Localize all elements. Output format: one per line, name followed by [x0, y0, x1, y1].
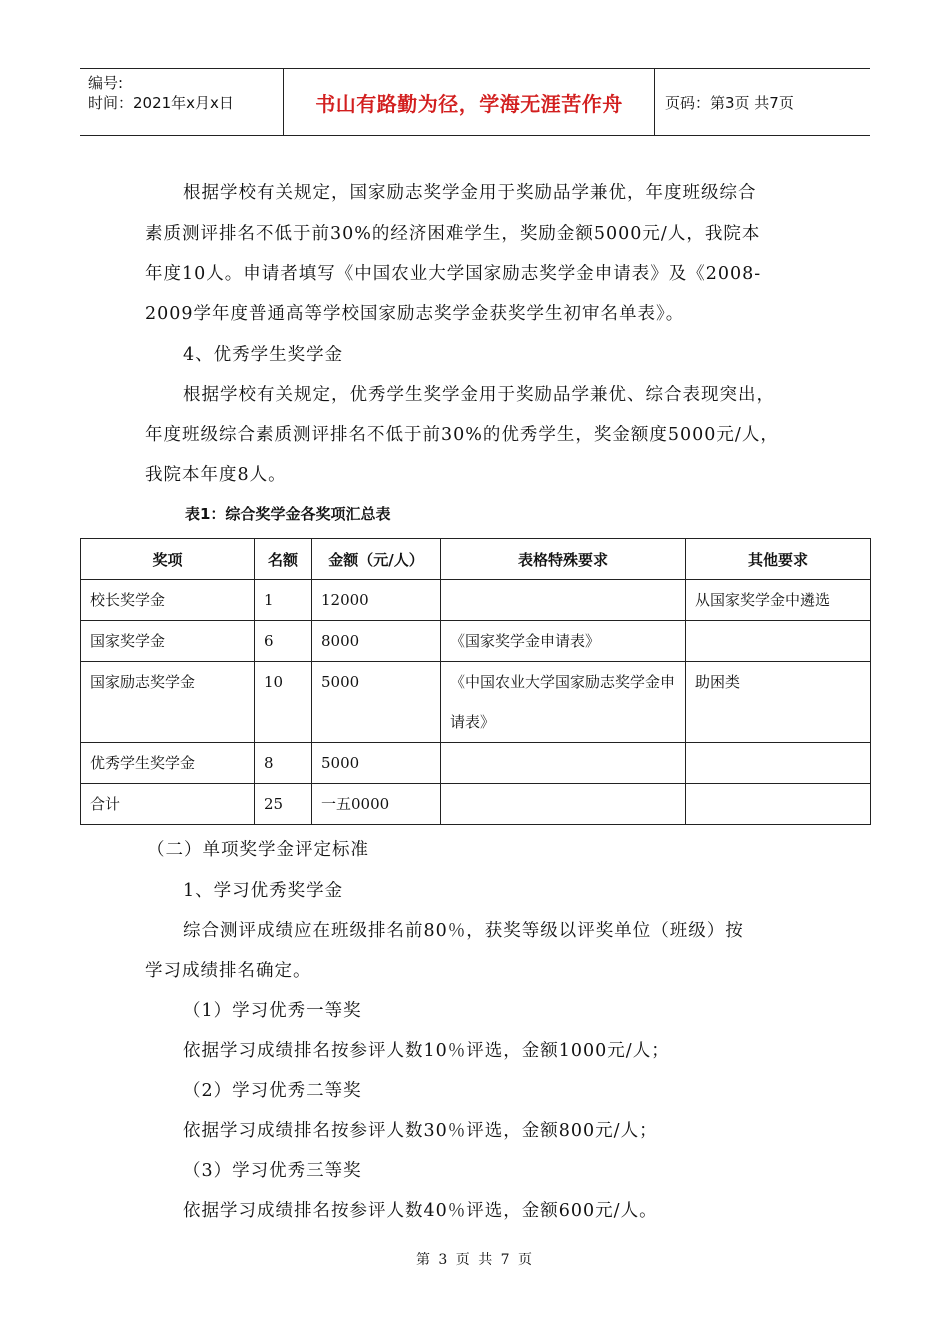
- table-cell: 校长奖学金: [81, 580, 255, 621]
- column-header: 金额（元/人）: [312, 539, 441, 580]
- table-cell: 5000: [312, 743, 441, 784]
- paragraph-line: 综合测评成绩应在班级排名前80％，获奖等级以评奖单位（班级）按: [183, 921, 744, 941]
- table-cell: 25: [255, 784, 312, 825]
- table-cell: [441, 743, 686, 784]
- table-cell: 国家奖学金: [81, 621, 255, 662]
- table-row: [81, 662, 871, 743]
- paragraph-line: 根据学校有关规定，国家励志奖学金用于奖励品学兼优，年度班级综合: [183, 183, 757, 203]
- table-row: [81, 621, 871, 662]
- awards-table: [80, 538, 871, 825]
- table-cell: 10: [255, 662, 312, 743]
- paragraph-line: 年度班级综合素质测评排名不低于前30%的优秀学生，奖金额度5000元/人，: [145, 425, 779, 445]
- table-caption: 表1：综合奖学金各奖项汇总表: [185, 505, 391, 523]
- paragraph-line: 2009学年度普通高等学校国家励志奖学金获奖学生初审名单表》。: [145, 304, 685, 324]
- table-cell: [686, 784, 871, 825]
- column-header: 名额: [255, 539, 312, 580]
- table-cell: 8000: [312, 621, 441, 662]
- table-cell: 助困类: [686, 662, 871, 743]
- section-heading: （二）单项奖学金评定标准: [147, 840, 369, 860]
- header-motto: 书山有路勤为径，学海无涯苦作舟: [315, 91, 623, 116]
- table-cell: 5000: [312, 662, 441, 743]
- item-heading: （1）学习优秀一等奖: [183, 1001, 362, 1021]
- date-label: 时间：2021年x月x日: [88, 94, 234, 112]
- table-row: [81, 580, 871, 621]
- table-cell: 《国家奖学金申请表》: [441, 621, 686, 662]
- column-header: 表格特殊要求: [441, 539, 686, 580]
- table-cell: 8: [255, 743, 312, 784]
- column-header: 奖项: [81, 539, 255, 580]
- table-row: [81, 784, 871, 825]
- paragraph-line: 依据学习成绩排名按参评人数40％评选，金额600元/人。: [183, 1201, 658, 1221]
- paragraph-line: 我院本年度8人。: [145, 465, 287, 485]
- page-header: [80, 68, 870, 136]
- table-cell: 优秀学生奖学金: [81, 743, 255, 784]
- section-heading: 4、优秀学生奖学金: [183, 345, 344, 365]
- column-header: 其他要求: [686, 539, 871, 580]
- table-cell: 国家励志奖学金: [81, 662, 255, 743]
- paragraph-line: 素质测评排名不低于前30%的经济困难学生，奖励金额5000元/人，我院本: [145, 224, 761, 244]
- table-cell: 合计: [81, 784, 255, 825]
- table-cell: [686, 743, 871, 784]
- table-cell: [441, 580, 686, 621]
- subsection-heading: 1、学习优秀奖学金: [183, 881, 344, 901]
- table-cell: [441, 784, 686, 825]
- code-label: 编号:: [88, 74, 124, 92]
- paragraph-line: 学习成绩排名确定。: [145, 961, 312, 981]
- paragraph-line: 依据学习成绩排名按参评人数30％评选，金额800元/人；: [183, 1121, 658, 1141]
- header-motto-cell: [283, 69, 655, 135]
- item-heading: （2）学习优秀二等奖: [183, 1081, 362, 1101]
- item-heading: （3）学习优秀三等奖: [183, 1161, 362, 1181]
- paragraph-line: 根据学校有关规定，优秀学生奖学金用于奖励品学兼优、综合表现突出，: [183, 385, 775, 405]
- table-row: [81, 743, 871, 784]
- table-header-row: [81, 539, 871, 580]
- page-footer: 第 3 页 共 7 页: [415, 1252, 535, 1268]
- paragraph-line: 依据学习成绩排名按参评人数10％评选，金额1000元/人；: [183, 1041, 670, 1061]
- table-cell: 12000: [312, 580, 441, 621]
- paragraph-line: 年度10人。申请者填写《中国农业大学国家励志奖学金申请表》及《2008-: [145, 264, 762, 284]
- table-cell: 6: [255, 621, 312, 662]
- table-cell: [686, 621, 871, 662]
- table-cell: 一五0000: [312, 784, 441, 825]
- table-cell: 《中国农业大学国家励志奖学金申请表》: [441, 662, 686, 743]
- header-page-info: 页码：第3页 共7页: [665, 93, 794, 112]
- header-meta: [80, 69, 283, 135]
- table-cell: 1: [255, 580, 312, 621]
- table-cell: 从国家奖学金中遴选: [686, 580, 871, 621]
